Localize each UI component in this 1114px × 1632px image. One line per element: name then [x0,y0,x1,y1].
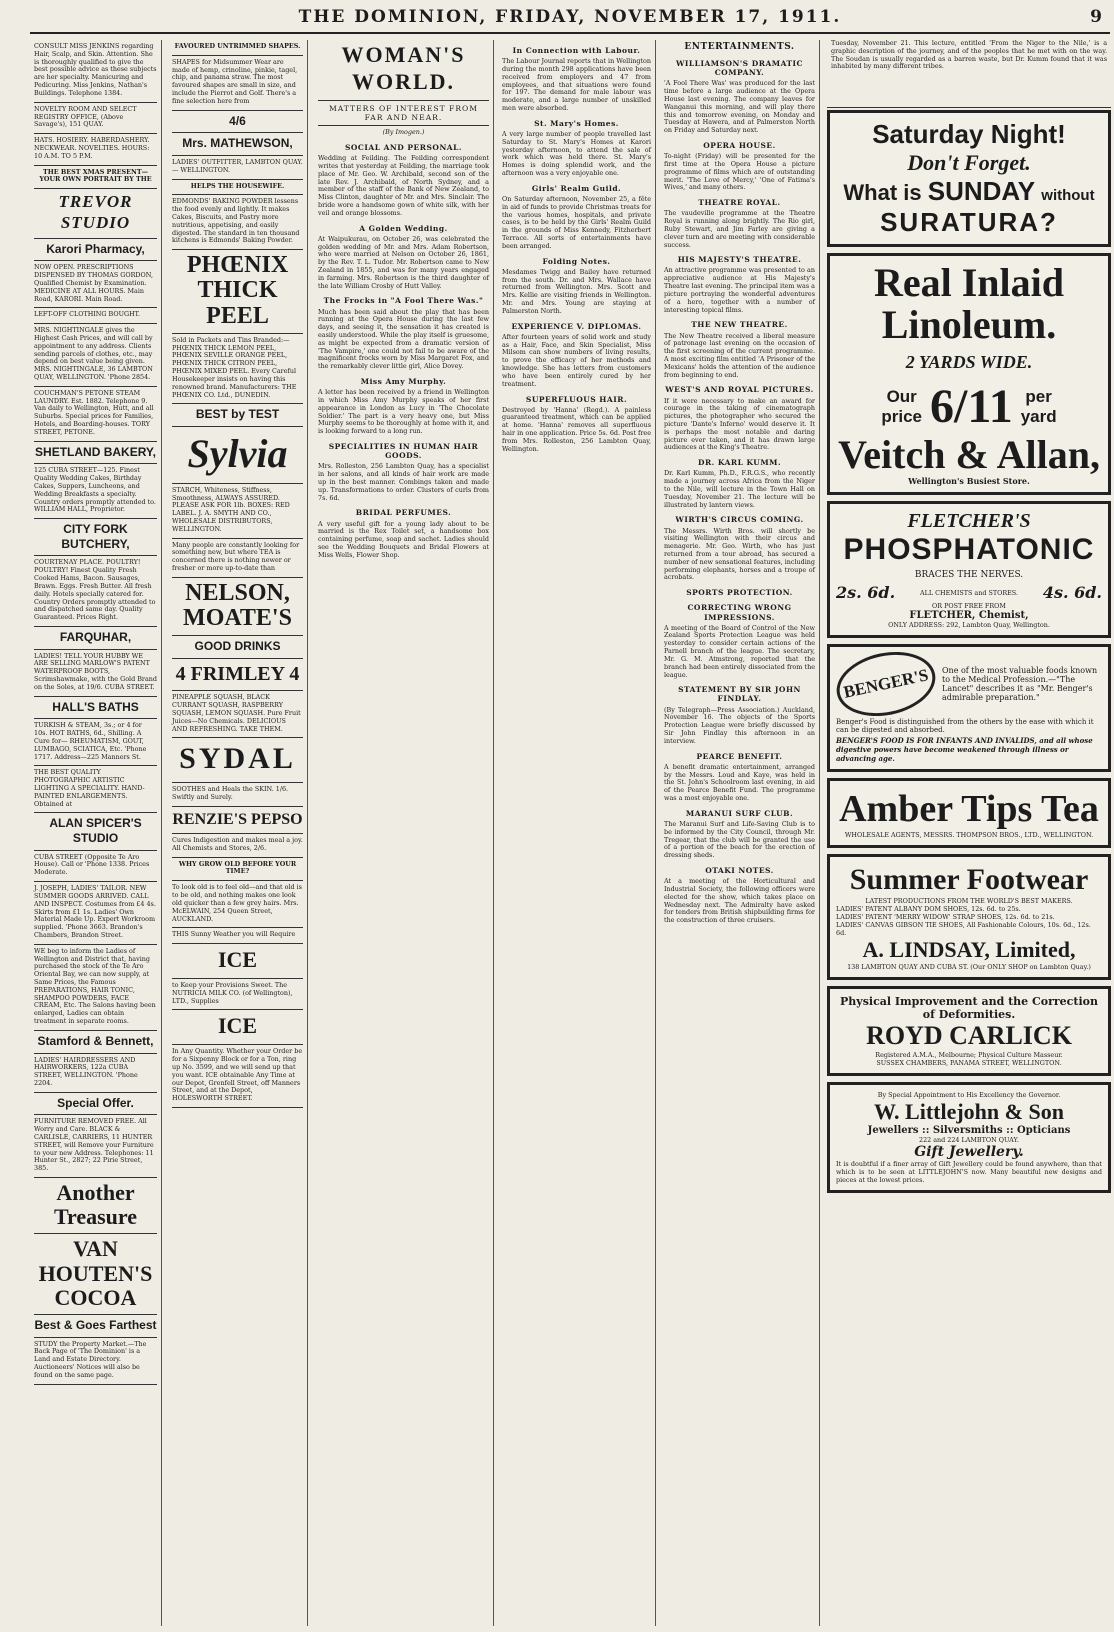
masthead [30,4,1110,34]
fletcher-mid: ALL CHEMISTS and STORES. [920,588,1018,597]
article-paragraph: On Saturday afternoon, November 25, a fête in aid of funds to provide Christmas treats for the various homes, hospitals, and private cases, is to be held by the Girls' Realm Guild in the grounds of Miss Kennedy, Fitzherbert Terrace. All sorts of entertainments have been arranged. [502,194,651,250]
col2-ad-text-17: SYDAL [179,742,296,776]
col1-ad-3 [34,166,157,190]
amber-tips-ad [827,778,1111,848]
article-paragraph: 'A Fool There Was' was produced for the last time before a large audience at the Opera House last evening. The company leaves for Wanganui this morning, and will play there this and tomorrow evening, on Monday and Tuesday at Hawera, and at Palmerston North on Friday and Saturday next. [664,79,815,135]
linoleum-line3: 2 YARDS WIDE. [905,352,1033,372]
col2-ad-10 [172,427,303,484]
right-advertisements [827,110,1111,1626]
col1-ad-30 [34,1338,157,1385]
fletcher-line3: BRACES THE NERVES. [914,570,1024,580]
col1-ad-12 [34,519,157,556]
royd-carlick-ad [827,986,1111,1076]
veitch-tagline: Wellington's Busiest Store. [908,476,1030,486]
col2-ad-18 [172,783,303,807]
saturday-line5: without [1041,187,1095,204]
col1-ad-text-30: STUDY the Property Market.—The Back Page of 'The Dominion' is a Land and Estate Directory. Auctioneers' Notices will also be found on the same page. [34,1339,147,1379]
article-heading: SPECIALITIES IN HUMAN HAIR GOODS. [328,442,479,461]
col1-ad-13 [34,556,157,627]
royd-line4: SUSSEX CHAMBERS, PANAMA STREET, WELLINGTON. [876,1059,1062,1067]
saturday-line3: What is [843,180,922,205]
amber-line2: WHOLESALE AGENTS, MESSRS. THOMPSON BROS., LTD., WELLINGTON. [844,831,1094,839]
col2-ad-26 [172,1010,303,1045]
col2-ad-text-24: ICE [217,947,258,973]
col1-ad-18 [34,766,157,813]
col1-ad-text-0: CONSULT MISS JENKINS regarding Hair, Scalp, and Skin. Attention. She is thoroughly qualified to give the best possible advice as these subjects are her specialty. Manicuring and Pedicuring. Miss Jenkins, Nathan's Buildings. Telephone 1384. [34,42,157,97]
col2-ad-7 [172,250,303,334]
article-heading: THE NEW THEATRE. [691,320,788,330]
col2-ad-text-9: BEST by TEST [195,407,280,422]
col1-ad-15 [34,650,157,697]
article-paragraph: The Messrs. Wirth Bros. will shortly be visiting Wellington with their circus and menagerie. Mr. Geo. Wirth, who has just returned from a tour abroad, has secured a number of new sensational features, including performing elephants, horses and a troupe of acrobats. [664,526,815,582]
article-heading: St. Mary's Homes. [534,118,619,128]
linoleum-line1: Real Inlaid [873,260,1065,305]
col2-ad-text-1: SHAPES for Midsummer Wear are made of hemp, crinoline, pinkie, tagel, chip, and panama straw. The most favoured shapes are small in size, and include the Pierrot and Golf. There's a fine selection here from [172,57,298,105]
lecture-paragraph: Tuesday, November 21. This lecture, entitled 'From the Niger to the Nile,' is a graphic description of the journey, and of the peoples that he met with on the way. The Soudan is usually regarded as a barren waste, but Dr. Kumm found that it was inhabited by many different tribes. [831,40,1107,71]
col1-ad-21 [34,882,157,945]
col1-ad-28 [34,1234,157,1315]
littlejohn-line4: 222 and 224 LAMBTON QUAY. [919,1136,1019,1144]
col2-ad-text-13: NELSON, MOATE'S [183,579,292,632]
col1-ad-text-3: THE BEST XMAS PRESENT— YOUR OWN PORTRAIT BY THE [39,167,152,184]
bengers-text1: One of the most valuable foods known to the Medical Profession.—"The Lancet" describes it as "Mr. Benger's admirable preparation." [942,666,1098,702]
col1-ad-text-23: Stamford & Bennett, [37,1033,154,1048]
article-heading: THEATRE ROYAL. [698,198,781,208]
col1-ad-14 [34,627,157,650]
summer-line7: 138 LAMBTON QUAY AND CUBA ST. (Our ONLY SHOP on Lambton Quay.) [847,963,1091,971]
saturday-line1: Saturday Night! [872,119,1066,149]
col2-ad-13 [172,578,303,636]
col2-ad-text-22: To look old is to feel old—and that old is to be old, and nothing makes one look old quicker than a few grey hairs. Mrs. McELWAIN, 254 Queen Street, AUCKLAND. [172,883,302,923]
col1-ad-26 [34,1115,157,1178]
col2-ad-text-4: LADIES' OUTFITTER, LAMBTON QUAY. — WELLINGTON. [172,157,303,174]
col2-ad-24 [172,944,303,979]
article-heading: DR. KARL KUMM. [697,458,782,468]
article-heading: WEST'S AND ROYAL PICTURES. [665,385,814,395]
article-heading: In Connection with Labour. [512,46,641,55]
col2-ad-text-15: 4 FRIMLEY 4 [175,662,300,685]
article-heading: STATEMENT BY SIR JOHN FINDLAY. [678,685,801,704]
amber-line1: Amber Tips Tea [839,788,1099,830]
col2-ad-17 [172,738,303,783]
fletcher-line5: FLETCHER, Chemist, [909,610,1029,621]
col2-ad-20 [172,834,303,858]
col2-ad-19 [172,807,303,835]
col2-ad-0 [172,40,303,56]
price-word: price [881,406,923,426]
littlejohn-line5: Gift Jewellery. [914,1144,1024,1160]
col1-ad-text-19: ALAN SPICER'S STUDIO [49,816,142,846]
article-paragraph: The Maranui Surf and Life-Saving Club is to be informed by the City Council, through Mr. Tregear, that the club will be granted the use of a portion of the beach for the erection of dressing sheds. [664,820,815,860]
article-heading: CORRECTING WRONG IMPRESSIONS. [687,603,792,622]
article-paragraph: To-night (Friday) will be presented for the first time at the Opera House a picture programme of films which are of outstanding merit. 'The Love of Mercy,' 'One of Fatima's Wives,' and many others. [664,152,815,192]
col2-ad-text-10: Sylvia [187,430,288,476]
col1-ad-text-27: Another Treasure [53,1180,138,1230]
article-heading: The Frocks in "A Fool There Was." [323,296,484,306]
article-paragraph: At Waipukurau, on October 26, was celebrated the golden wedding of Mr. and Mrs. Adam Robertson, who were married at Nelson on October 26, 1861, by the Rev. T. L. Tudor. Mr. Robertson came to New Zealand in 1855, and was for many years engaged in farming. Mrs. Robertson is the third daughter of the late William Crosby of Hutt Valley. [318,234,489,290]
col2-ad-text-2: 4/6 [229,113,246,128]
col1-ad-29 [34,1315,157,1338]
col2-ad-text-11: STARCH, Whiteness, Stiffness, Smoothness, ALWAYS ASSURED. PLEASE ASK FOR 1lb. BOXES: RED LABEL. J. A. SMYTH AND CO., WHOLESALE DISTRIBUTORS, WELLINGTON. [172,485,290,533]
col2-ad-text-18: SOOTHES and Heals the SKIN. 1/6. Swiftly and Surely. [172,784,289,801]
article-heading: PEARCE BENEFIT. [696,751,783,761]
col2-ad-3 [172,133,303,156]
col2-ad-text-20: Cures Indigestion and makes meal a joy. All Chemists and Stores, 2/6. [172,836,303,852]
col1-ad-1 [34,103,157,134]
column-2-advertisements [168,40,308,1626]
col2-ad-text-27: In Any Quantity. Whether your Order be for a Sixpenny Block or for a Ton, ring up No. 3599, and we will send up that you want. ICE obtainable Any Time at our Depot, Grenfell Street, off Manners Street, and at the Depot, HOLESWORTH STREET. [172,1047,303,1103]
article-heading: Miss Amy Murphy. [360,377,447,387]
col2-ad-text-23: THIS Sunny Weather you will Require [172,930,296,939]
col1-ad-6 [34,261,157,308]
col2-ad-text-19: RENZIE'S PEPSO [172,810,303,828]
col2-ad-21 [172,858,303,882]
col2-ad-15 [172,659,303,691]
royd-line1: Physical Improvement and the Correction of Deformities. [840,995,1098,1021]
article-heading: OTAKI NOTES. [705,866,774,876]
fletcher-line4: OR POST FREE FROM [932,602,1006,610]
article-paragraph: If it were necessary to make an award for courage in the taking of cinematograph pictures, the photographer who secured the picture 'Dante's Inferno' would deserve it. It is perhaps the most notable and daring picture ever taken, and it has drawn large audiences at the King's Theatre. [664,396,815,452]
article-paragraph: Much has been said about the play that has been running at the Opera House during the last few days, and seeing it, the sensation it has created is easily understood. While the play itself is gruesome, as might be expected from a dramatic version of 'The Vampire,' one could not fail to be aware of the magnificent frocks worn by Miss Margaret Fox, and the remarkably clever little girl, Alice Dovey. [318,307,489,371]
article-heading: SPORTS PROTECTION. [686,588,793,598]
linoleum-line2: Linoleum. [881,302,1057,347]
bengers-text2: Benger's Food is distinguished from the others by the ease with which it can be digested and absorbed. [836,718,1094,734]
col2-ad-text-0: FAVOURED UNTRIMMED SHAPES. [174,42,301,50]
col2-ad-16 [172,691,303,738]
littlejohn-line3: Jewellers :: Silversmiths :: Opticians [867,1125,1071,1136]
column-womans-world [314,40,494,1626]
col2-ad-9 [172,404,303,427]
summer-line1: Summer Footwear [849,863,1089,896]
article-paragraph: Destroyed by 'Hanna' (Regd.). A painless guaranteed treatment, which can be applied at home. 'Hanna' removes all superfluous hair in one application. Price 5s. 6d. Post free from Mrs. Rolleston, 256 Lambton Quay, Wellington. [502,405,651,453]
col1-ad-text-6: NOW OPEN. PRESCRIPTIONS DISPENSED BY THOMAS GORDON, Qualified Chemist by Examination. MEDICINE AT ALL HOURS. Main Road, KARORI. Main Road. [34,263,153,303]
col1-ad-text-9: COUCHMAN'S PETONE STEAM LAUNDRY. Est. 1882. Telephone 9. Van daily to Wellington, Hutt, and all Suburbs. Special prices for Families, Hotels, and Boarding-houses. TORY STREET, PETONE. [34,388,154,436]
article-paragraph: A benefit dramatic entertainment, arranged by the Messrs. Loud and Kaye, was held in the St. John's Schoolroom last evening, in aid of the Pearce Benefit Fund. The programme was a most enjoyable one. [664,762,815,803]
col1-ad-text-14: FARQUHAR, [59,629,132,644]
col1-ad-9 [34,387,157,442]
col1-ad-text-26: FURNITURE REMOVED FREE. All Worry and Care. BLACK & CARLISLE, CARRIERS, 11 HUNTER STREET, will Remove your Furniture to your new Address. Telephones: 11 Hunter St., 2827; 22 Pirie Street, 385. [34,1117,154,1173]
article-paragraph: A meeting of the Board of Control of the New Zealand Sports Protection League was held yesterday to consider certain actions of the Parnell branch of the league. The secretary, Mr. G. M. Atmstrong, reported that the branch had been entirely dissociated from the league. [664,623,815,679]
col1-ad-text-7: LEFT-OFF CLOTHING BOUGHT. [34,310,141,319]
linoleum-price: 6/11 [930,380,1013,433]
col1-ad-19 [34,813,157,850]
col1-ad-text-5: Karori Pharmacy, [46,241,145,256]
col1-ad-text-15: LADIES! TELL YOUR HUBBY WE ARE SELLING MARLOW'S PATENT WATERPROOF BOOTS, Scrimshawmake, with the Gold Brand on the Soles, at 19/6. CUBA STREET. [34,651,157,691]
col1-ad-11 [34,464,157,519]
col2-ad-14 [172,636,303,659]
saturday-line2: Don't Forget. [907,150,1031,175]
column-1-advertisements [30,40,162,1626]
col1-ad-text-8: MRS. NIGHTINGALE gives the Highest Cash Prices, and will call by appointment to any address. Clients sending parcels of clothes, etc., may depend on best value being given. MRS. NIGHTINGALE, 36 LAMBTON QUAY, WELLINGTON. 'Phone 2854. [34,326,153,382]
col1-ad-text-4: TREVOR STUDIO [58,192,133,232]
royd-line3: Registered A.M.A., Melbourne; Physical Culture Masseur. [875,1051,1063,1059]
col1-ad-0 [34,40,157,103]
fletcher-line6: ONLY ADDRESS: 292, Lambton Quay, Wellington. [888,621,1050,629]
article-paragraph: A very useful gift for a young lady about to be married is the Rex Toilet set, a handsome box containing perfume, soap and sachet. Ladies should see the Wedding Bouquets and Bridal Flowers at Miss Wells, Flower Shop. [318,519,489,559]
saturday-line4: SUNDAY [927,176,1036,206]
col2-ad-text-3: Mrs. MATHEWSON, [182,136,293,151]
col2-ad-5 [172,180,303,196]
entertainments-title: ENTERTAINMENTS. [684,42,795,52]
col2-ad-6 [172,195,303,250]
fletchers-ad [827,501,1111,638]
col2-ad-text-16: PINEAPPLE SQUASH, BLACK CURRANT SQUASH, RASPBERRY SQUASH, LEMON SQUASH. Pure Fruit Juices—No Chemicals. DELICIOUS AND REFRESHING. TAKE THEM. [172,693,301,733]
price-yard: yard [1020,406,1057,426]
article-paragraph: The New Theatre received a liberal measure of patronage last evening on the occasion of the first screening of the current programme. A most exciting film entitled 'A Prisoner of the Mexicans' holds the attention of the audience from beginning to end. [664,331,815,379]
col1-ad-text-12: CITY FORK BUTCHERY, [61,522,130,551]
article-heading: Girls' Realm Guild. [531,183,622,193]
col2-ad-25 [172,979,303,1010]
col1-ad-text-28: VAN HOUTEN'S COCOA [38,1236,153,1310]
col1-ad-25 [34,1093,157,1116]
col1-ad-text-16: HALL'S BATHS [52,699,139,714]
col2-ad-8 [172,334,303,405]
article-heading: WIRTH'S CIRCUS COMING. [675,515,804,525]
col2-ad-27 [172,1045,303,1108]
article-paragraph: Dr. Karl Kumm, Ph.D., F.R.G.S., who recently made a journey across Africa from the Niger to the Nile, will lecture in the Town Hall on Tuesday, November 21. The lecture will be illustrated by lantern views. [664,469,815,509]
summer-line6: A. LINDSAY, Limited, [862,937,1076,962]
col2-ad-22 [172,881,303,928]
saturday-night-ad [827,110,1111,247]
col1-ad-text-11: 125 CUBA STREET—125. Finest Quality Wedding Cakes, Birthday Cakes, Suppers, Luncheons, and Wedding Breakfasts a specialty. Country orders promptly attended to. WILLIAM HALL, Proprietor. [34,466,156,514]
column-6-article-top [827,40,1111,108]
col1-ad-2 [34,134,157,165]
summer-line2: LATEST PRODUCTIONS FROM THE WORLD'S BEST MAKERS. [865,897,1073,905]
summer-line4: LADIES' PATENT 'MERRY WIDOW' STRAP SHOES, 12s. 6d. to 21s. [836,913,1055,921]
col1-ad-5 [34,239,157,262]
veitch-allan: Veitch & Allan, [838,432,1100,477]
summer-line5: LADIES' CANVAS GIBSON TIE SHOES, All Fashionable Colours, 10s. 6d., 12s. 6d. [836,921,1091,937]
col2-ad-11 [172,484,303,539]
article-heading: HIS MAJESTY'S THEATRE. [677,255,802,265]
column-4-articles [498,40,656,1626]
article-paragraph: A very large number of people travelled last Saturday to St. Mary's Homes at Karori yesterday afternoon, to attend the sale of work which was held there. St. Mary's Homes is doing splendid work, and the afternoon was a very enjoyable one. [502,129,651,178]
col1-ad-24 [34,1054,157,1093]
col1-ad-8 [34,324,157,387]
article-heading: BRIDAL PERFUMES. [355,508,452,518]
column-entertainments [660,40,820,1626]
col1-ad-17 [34,719,157,766]
fletcher-price2: 4s. 6d. [1042,583,1102,602]
littlejohn-line1: By Special Appointment to His Excellency the Governor. [877,1091,1061,1099]
bengers-ad [827,644,1111,772]
article-paragraph: At a meeting of the Horticultural and Industrial Society, the following officers were elected for the show, which takes place on Wednesday next. The Admiralty have asked for tenders from British shipbuilding firms for the construction of three cruisers. [664,877,815,925]
masthead-title: THE DOMINION, FRIDAY, NOVEMBER 17, 1911. [298,7,842,27]
price-our: Our [886,386,917,406]
littlejohn-line2: W. Littlejohn & Son [874,1099,1064,1124]
col1-ad-text-25: Special Offer. [57,1095,134,1110]
womans-world-title: WOMAN'S WORLD. [318,40,489,101]
col2-ad-text-5: HELPS THE HOUSEWIFE. [190,181,285,190]
col1-ad-22 [34,945,157,1031]
col2-ad-1 [172,56,303,111]
bengers-logo: BENGER'S [831,643,942,724]
article-paragraph: An attractive programme was presented to an appreciative audience at His Majesty's Theatre last evening. The principal item was a picture portraying the wonderful adventures of a hero, together with a number of interesting topical films. [664,266,815,314]
col1-ad-23 [34,1031,157,1054]
col1-ad-text-24: LADIES' HAIRDRESSERS AND HAIRWORKERS, 122a CUBA STREET, WELLINGTON. 'Phone 2204. [34,1055,138,1087]
col1-ad-text-10: SHETLAND BAKERY, [35,444,156,459]
col1-ad-16 [34,697,157,720]
col1-ad-7 [34,308,157,324]
col1-ad-text-21: J. JOSEPH, LADIES' TAILOR. NEW SUMMER GOODS ARRIVED. CALL AND INSPECT. Costumes from £4 4s. Skirts from £1 1s. Ladies' Own Material Made Up. Expert Workroom supplied. 'Phone 3663. Brandon's Chambers, Brandon Street. [34,884,156,939]
bengers-text3: BENGER'S FOOD IS FOR INFANTS AND INVALIDS, and all whose digestive powers have become weakened through illness or advancing age. [836,736,1093,763]
article-paragraph: The vaudeville programme at the Theatre Royal is running along brightly. The Rio girl, Ruby Stewart, and Jim Farley are giving a clever turn and are meeting with considerable success. [664,209,815,249]
fletcher-line1: FLETCHER'S [907,510,1031,532]
col2-ad-text-26: ICE [217,1013,258,1039]
linoleum-ad [827,253,1111,495]
article-paragraph: Mesdames Twigg and Bailey have returned from the south. Dr. and Mrs. Wallace have returned from Wellington. Mrs. Scott and Mrs. Kellie are visiting friends in Wellington. Mr. and Mrs. Young are staying at Palmerston North. [502,267,651,315]
col2-ad-23 [172,928,303,944]
fletcher-price1: 2s. 6d. [836,583,896,602]
article-heading: Folding Notes. [542,256,611,266]
fletcher-line2: PHOSPHATONIC [843,533,1095,566]
article-heading: OPERA HOUSE. [703,140,776,150]
page-number: 9 [1090,7,1102,27]
col1-ad-text-17: TURKISH & STEAM, 3s.; or 4 for 10s. HOT BATHS, 6d., Shilling. A Cure for— RHEUMATISM, GOUT, LUMBAGO, SCIATICA, Etc. 'Phone 1717. Address—225 Manners St. [34,721,147,761]
col1-ad-text-22: WE beg to inform the Ladies of Wellington and District that, having purchased the stock of the Te Aro Oriental Bay, we can now supply, at Same Prices, the Famous PREPARATIONS, HAIR TONIC, SHAMPOO POWDERS, FACE CREAM, Etc. The Salons having been enlarged, Ladies can obtain treatment in separate rooms. [34,946,156,1026]
col1-ad-27 [34,1178,157,1234]
col1-ad-text-2: HATS. HOSIERY. HABERDASHERY. NECKWEAR. NOVELTIES. HOURS: 10 A.M. TO 5 P.M. [34,136,150,160]
col2-ad-text-25: to Keep your Provisions Sweet. The NUTRICIA MILK CO. (of Wellington), LTD., Supplies [172,981,293,1005]
article-paragraph: The Labour Journal reports that in Wellington during the month 298 applications have been received from employers and 47 from employees, and that situations were found for 197. The demand for male labour was moderate, and a large number of unskilled men were absorbed. [502,57,651,113]
summer-footwear-ad [827,854,1111,980]
col2-ad-text-12: Many people are constantly looking for something new, but where TEA is concerned there is nothing newer or fresher or more up-to-date than [172,540,300,573]
article-paragraph: Mrs. Rolleston, 256 Lambton Quay, has a specialist in her salons, and all kinds of hair work are made up in the best manner. Combings taken and made up. Transformations to order. Clusters of curls from 7s. 6d. [318,462,489,502]
article-heading: EXPERIENCE V. DIPLOMAS. [511,321,642,331]
article-paragraph: After fourteen years of solid work and study as a Hair, Face, and Skin Specialist, Miss Milsom can show numbers of living results, to prove the efficacy of her methods and knowledge. She has letters from customers who have been entirely cured by her treatment. [502,332,651,388]
col1-ad-20 [34,851,157,882]
col1-ad-10 [34,442,157,465]
col2-ad-text-7: PHŒNIX THICK PEEL [186,252,289,329]
col2-ad-text-6: EDMONDS' BAKING POWDER lessens the food evenly and lightly. It makes Cakes, Biscuits, and Pastry more nutritious, appetising, and easily digested. The standard in ten thousand kitchens is Edmonds' Baking Powder. [172,197,300,245]
col2-ad-2 [172,111,303,134]
col1-ad-text-18: THE BEST QUALITY PHOTOGRAPHIC ARTISTIC LIGHTING A SPECIALITY. HAND-PAINTED ENLARGEMENTS. Obtained at [34,768,145,808]
byline: (By Imogen.) [382,128,425,137]
col2-ad-text-21: WHY GROW OLD BEFORE YOUR TIME? [178,859,297,876]
article-heading: SUPERFLUOUS HAIR. [525,394,628,404]
article-paragraph: A letter has been received by a friend in Wellington in which Miss Amy Murphy speaks of her first appearance in London as Lucy in 'The Chocolate Soldier.' The part is a very heavy one, but Miss Murphy seems to be thoroughly at home with it, and is looking forward to a long run. [318,388,489,436]
col2-ad-text-8: Sold in Packets and Tins Branded:— PHŒNIX THICK LEMON PEEL, PHŒNIX SEVILLE ORANGE PEEL, PHŒNIX THICK CITRON PEEL, PHŒNIX MIXED PEEL. Every Careful Housekeeper insists on having this renowned brand. Manufacturers: THE PHŒNIX CO. Ltd., DUNEDIN. [172,335,297,399]
summer-line3: LADIES' PATENT ALBANY DOM SHOES, 12s. 6d. to 25s. [836,905,1021,913]
article-heading: A Golden Wedding. [359,223,448,233]
article-paragraph: (By Telegraph—Press Association.) Auckland, November 16. The objects of the Sports Protection League were briefly discussed by Sir John Findlay this afternoon in an interview. [664,705,815,745]
article-paragraph: Wedding at Feilding. The Feilding correspondent writes that yesterday at Feilding, the marriage took place of Mr. Geo. W. Archibald, second son of the late Rev. J. Archibald, of North Sydney, and a member of the staff of the Bank of New Zealand, to Miss Clinton, daughter of Mr. and Mrs. Sinclair. The bride wore a handsome gown of white silk, with her veil and orange blossoms. [318,154,489,217]
littlejohn-ad [827,1082,1111,1193]
article-heading: SOCIAL AND PERSONAL. [344,142,463,152]
col1-ad-text-1: NOVELTY ROOM AND SELECT REGISTRY OFFICE, (Above Savage's), 151 QUAY. [34,104,137,129]
col1-ad-4 [34,189,157,238]
price-per: per [1025,386,1052,406]
col2-ad-text-14: GOOD DRINKS [194,639,281,654]
royd-line2: ROYD CARLICK [866,1021,1072,1050]
col1-ad-text-29: Best & Goes Farthest [34,1318,157,1333]
littlejohn-line6: It is doubtful if a finer array of Gift Jewellery could be found anywhere, than that which is to be seen at LITTLEJOHN'S now. Many beautiful new designs and pieces at the lowest prices. [836,1160,1102,1184]
article-heading: WILLIAMSON'S DRAMATIC COMPANY. [675,58,804,78]
article-heading: MARANUI SURF CLUB. [685,808,794,818]
col2-ad-4 [172,156,303,180]
col2-ad-12 [172,539,303,578]
womans-world-subtitle: MATTERS OF INTEREST FROM FAR AND NEAR. [318,101,489,127]
col1-ad-text-13: COURTENAY PLACE. POULTRY! POULTRY! Finest Quality Fresh Cooked Hams, Bacon. Sausages, Brawn. Eggs. Fresh Butter. All fresh daily. Hotels specially catered for. Country Orders promptly attended to and dispatched same day. Quality Guaranteed. Prices Right. [34,558,156,622]
col1-ad-text-20: CUBA STREET (Opposite Te Aro House). Call or 'Phone 1338. Prices Moderate. [34,852,150,877]
saturday-line6: SURATURA? [880,207,1058,237]
